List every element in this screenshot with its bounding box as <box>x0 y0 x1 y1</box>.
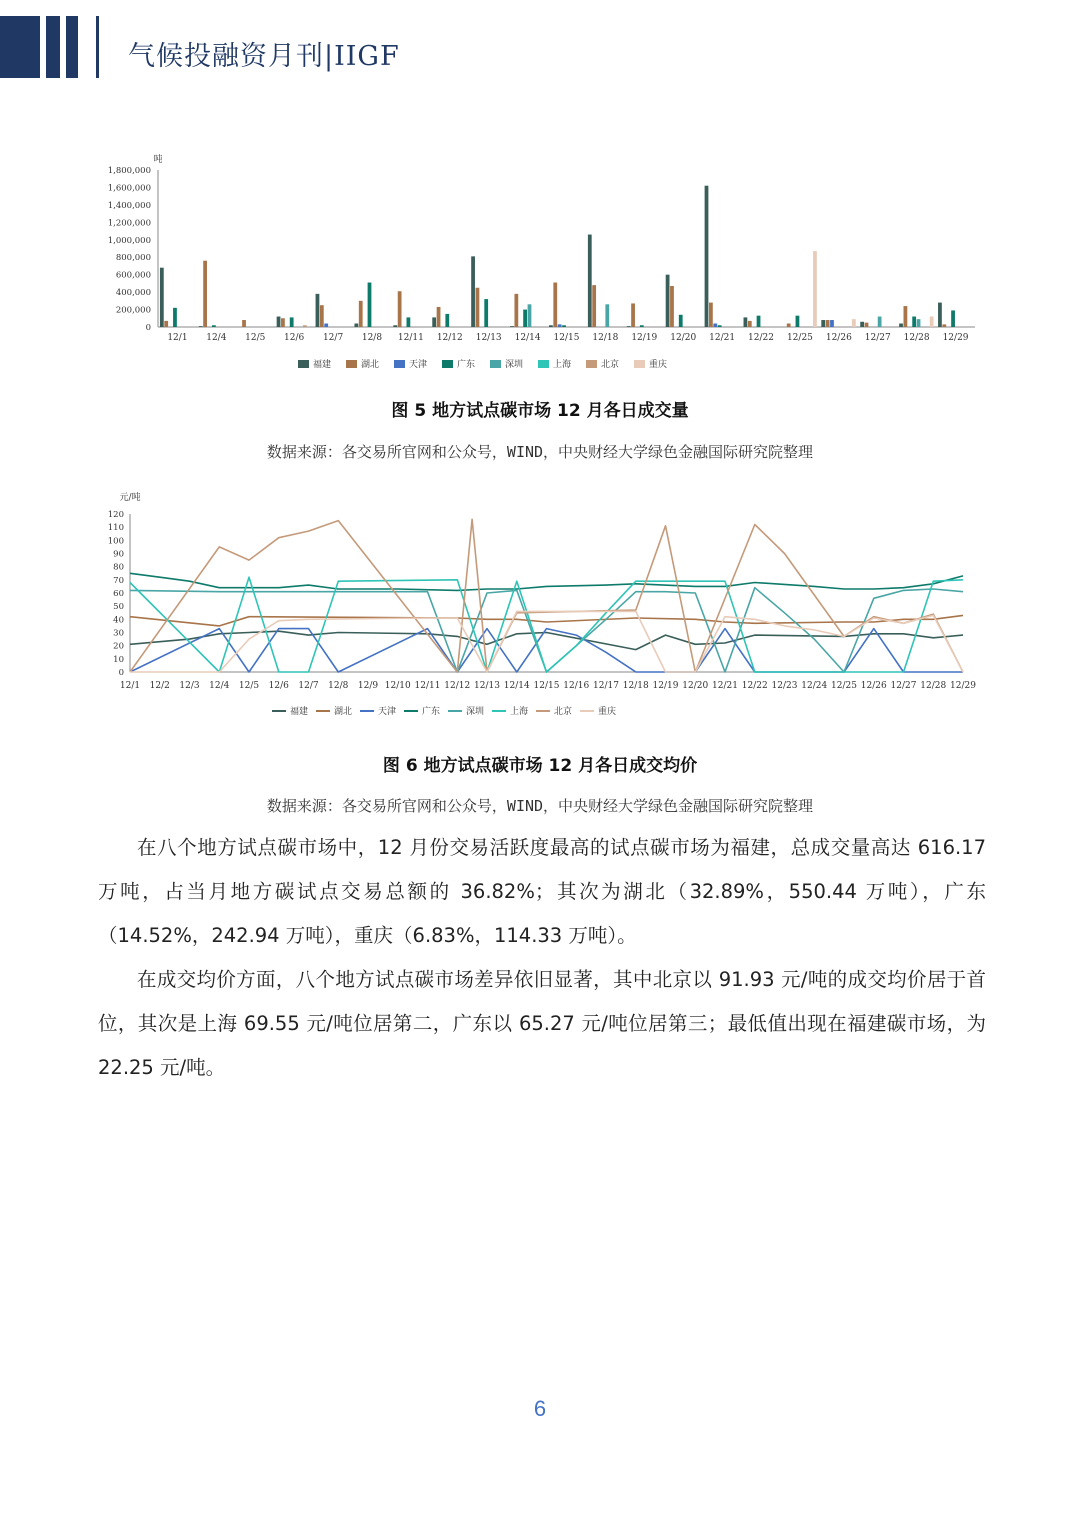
daily-price-line-chart <box>0 484 1080 724</box>
legend-label-福建: 福建 <box>290 707 309 717</box>
bar-湖北 <box>942 324 946 327</box>
figure5-source: 数据来源：各交易所官网和公众号，WIND，中央财经大学绿色金融国际研究院整理 <box>266 443 814 461</box>
bar-福建 <box>938 303 942 327</box>
legend-label-广东: 广东 <box>457 360 476 370</box>
legend-label-广东: 广东 <box>422 707 441 717</box>
x-tick-label: 12/20 <box>682 681 709 691</box>
bar-福建 <box>549 325 553 327</box>
y-tick-label: 1,000,000 <box>107 235 151 246</box>
bar-福建 <box>432 317 436 327</box>
x-tick-label: 12/29 <box>950 681 976 691</box>
x-tick-label: 12/14 <box>514 333 541 343</box>
legend-label-深圳: 深圳 <box>505 360 524 370</box>
x-tick-label: 12/2 <box>149 681 170 691</box>
page-header-title: 气候投融资月刊|IIGF <box>128 41 400 72</box>
x-tick-label: 12/27 <box>864 333 891 343</box>
bar-广东 <box>951 310 955 327</box>
figure6-source: 数据来源：各交易所官网和公众号，WIND，中央财经大学绿色金融国际研究院整理 <box>266 797 814 815</box>
paragraph-2: 在成交均价方面，八个地方试点碳市场差异依旧显著，其中北京以 91.93 元/吨的成交均价居于首位，其次是上海 69.55 元/吨位居第二，广东以 65.27 元/吨位居第三；最低值出现在福建碳市场，为 22.25 元/吨。 <box>98 968 986 1079</box>
y-tick-label: 1,400,000 <box>107 200 151 211</box>
y-tick-label: 0 <box>118 668 124 678</box>
x-tick-label: 12/12 <box>444 681 471 691</box>
x-tick-label: 12/10 <box>384 681 411 691</box>
bar-湖北 <box>203 261 207 327</box>
bar-湖北 <box>865 323 869 327</box>
bar-北京 <box>303 325 307 327</box>
bar-福建 <box>160 268 164 327</box>
bar-广东 <box>562 325 566 327</box>
bar-广东 <box>796 316 800 327</box>
x-tick-label: 12/11 <box>414 681 441 691</box>
y-tick-label: 70 <box>113 575 124 586</box>
legend-label-重庆: 重庆 <box>649 360 668 370</box>
bar-湖北 <box>670 286 674 327</box>
legend-label-深圳: 深圳 <box>466 707 485 717</box>
x-tick-label: 12/26 <box>825 333 852 343</box>
bar-天津 <box>558 324 562 327</box>
x-tick-label: 12/3 <box>179 681 200 691</box>
bar-湖北 <box>904 306 908 327</box>
bar-湖北 <box>709 303 713 327</box>
x-tick-label: 12/18 <box>622 681 649 691</box>
y-tick-label: 60 <box>113 589 124 599</box>
y-tick-label: 0 <box>145 323 151 333</box>
bar-广东 <box>757 316 761 327</box>
x-tick-label: 12/21 <box>712 681 738 691</box>
y-tick-label: 80 <box>113 562 124 573</box>
bar-福建 <box>666 275 670 327</box>
bar-天津 <box>830 320 834 327</box>
y-tick-label: 10 <box>113 654 124 665</box>
y-tick-label: 30 <box>113 628 124 639</box>
x-tick-label: 12/11 <box>397 333 424 343</box>
bar-重庆 <box>930 317 934 327</box>
bar-湖北 <box>398 291 402 327</box>
bar-广东 <box>445 314 449 327</box>
bar-湖北 <box>787 324 791 327</box>
x-tick-label: 12/28 <box>920 681 947 691</box>
x-tick-label: 12/7 <box>322 333 344 343</box>
legend-label-上海: 上海 <box>553 360 572 370</box>
bar-福建 <box>354 324 358 327</box>
bar-广东 <box>368 283 372 327</box>
x-tick-label: 12/4 <box>209 681 230 691</box>
bar-深圳 <box>878 317 882 327</box>
bar-广东 <box>523 310 527 327</box>
x-tick-label: 12/19 <box>631 333 658 343</box>
bar-广东 <box>718 325 722 327</box>
x-tick-label: 12/13 <box>474 681 500 691</box>
bar-深圳 <box>528 304 532 327</box>
legend-swatch-上海 <box>538 360 549 368</box>
bar-湖北 <box>320 305 324 327</box>
x-tick-label: 12/19 <box>652 681 679 691</box>
bar-福建 <box>393 325 397 327</box>
bar-福建 <box>705 186 709 327</box>
bar-重庆 <box>813 251 817 327</box>
y-tick-label: 1,600,000 <box>107 183 151 194</box>
legend-swatch-广东 <box>442 360 453 368</box>
y-tick-label: 110 <box>107 523 124 534</box>
bar-湖北 <box>748 321 752 327</box>
x-tick-label: 12/7 <box>298 681 319 691</box>
bar-福建 <box>744 317 748 327</box>
legend-swatch-福建 <box>298 360 309 368</box>
bar-福建 <box>510 326 514 327</box>
bar-福建 <box>277 317 281 327</box>
bar-福建 <box>316 294 320 327</box>
x-tick-label: 12/25 <box>831 681 857 691</box>
x-tick-label: 12/22 <box>748 333 774 343</box>
y-tick-label: 200,000 <box>115 305 151 316</box>
y-tick-label: 50 <box>113 602 124 613</box>
bar-湖北 <box>553 283 557 327</box>
y-tick-label: 1,800,000 <box>107 166 151 176</box>
x-tick-label: 12/18 <box>592 333 619 343</box>
y-tick-label: 800,000 <box>115 253 151 264</box>
bar-广东 <box>212 325 216 327</box>
legend-label-上海: 上海 <box>510 707 529 717</box>
legend-label-北京: 北京 <box>554 707 573 717</box>
bar-广东 <box>640 325 644 327</box>
paragraph-1: 在八个地方试点碳市场中，12 月份交易活跃度最高的试点碳市场为福建，总成交量高达 616.17 万吨，占当月地方碳试点交易总额的 36.82%；其次为湖北（32.89%，550.44 万吨），广东（14.52%，242.94 万吨），重庆（6.83%，114.33 万吨）。 <box>98 836 986 947</box>
legend-swatch-湖北 <box>346 360 357 368</box>
x-tick-label: 12/6 <box>284 333 305 343</box>
x-tick-label: 12/22 <box>741 681 768 691</box>
bar-深圳 <box>605 304 609 327</box>
x-tick-label: 12/8 <box>328 681 349 691</box>
x-tick-label: 12/28 <box>903 333 930 343</box>
bar-湖北 <box>826 320 830 327</box>
x-tick-label: 12/13 <box>475 333 502 343</box>
legend-swatch-北京 <box>586 360 597 368</box>
x-tick-label: 12/6 <box>268 681 289 691</box>
page-number: 6 <box>533 1396 547 1421</box>
y-tick-label: 120 <box>107 510 124 520</box>
x-tick-label: 12/5 <box>245 333 266 343</box>
x-tick-label: 12/26 <box>860 681 887 691</box>
header-block-2 <box>46 16 60 78</box>
bar-湖北 <box>631 303 635 327</box>
y-tick-label: 40 <box>113 615 124 626</box>
x-tick-label: 12/8 <box>361 333 383 343</box>
body-text <box>98 826 986 1090</box>
bar-广东 <box>290 317 294 327</box>
bar-福建 <box>821 320 825 327</box>
figure5-caption: 图 5 地方试点碳市场 12 月各日成交量 <box>391 401 689 421</box>
y-tick-label: 100 <box>107 536 124 547</box>
x-tick-label: 12/29 <box>942 333 969 343</box>
series-line-广东 <box>130 573 963 590</box>
series-line-福建 <box>130 631 963 649</box>
legend-swatch-天津 <box>394 360 405 368</box>
legend-label-天津: 天津 <box>409 360 428 370</box>
x-tick-label: 12/17 <box>593 681 619 691</box>
y-axis-unit: 元/吨 <box>119 493 141 503</box>
bar-广东 <box>484 299 488 327</box>
legend-label-北京: 北京 <box>601 360 620 370</box>
bar-广东 <box>679 315 683 327</box>
daily-volume-bar-chart <box>0 140 1080 385</box>
legend-label-天津: 天津 <box>378 707 397 717</box>
bar-湖北 <box>242 320 246 327</box>
bar-湖北 <box>592 285 596 327</box>
bar-福建 <box>860 322 864 327</box>
x-tick-label: 12/14 <box>503 681 530 691</box>
legend-label-重庆: 重庆 <box>598 707 617 717</box>
x-tick-label: 12/27 <box>890 681 917 691</box>
bar-湖北 <box>476 288 480 327</box>
x-tick-label: 12/25 <box>786 333 813 343</box>
legend-swatch-重庆 <box>634 360 645 368</box>
y-tick-label: 20 <box>113 641 124 652</box>
x-tick-label: 12/1 <box>119 681 141 691</box>
x-tick-label: 12/23 <box>771 681 798 691</box>
header-block-4 <box>96 16 99 78</box>
bar-天津 <box>324 324 328 327</box>
bar-湖北 <box>514 294 518 327</box>
x-tick-label: 12/5 <box>238 681 260 691</box>
legend-swatch-深圳 <box>490 360 501 368</box>
bar-福建 <box>899 324 903 327</box>
figure6-caption: 图 6 地方试点碳市场 12 月各日成交均价 <box>382 756 698 776</box>
header-block-1 <box>0 16 40 78</box>
x-tick-label: 12/12 <box>436 333 463 343</box>
bar-广东 <box>173 308 177 327</box>
legend-label-福建: 福建 <box>313 360 332 370</box>
x-tick-label: 12/15 <box>533 681 560 691</box>
y-tick-label: 400,000 <box>115 288 151 299</box>
bar-湖北 <box>281 318 285 327</box>
x-tick-label: 12/16 <box>563 681 590 691</box>
bar-天津 <box>713 324 717 327</box>
bar-湖北 <box>437 307 441 327</box>
y-axis-unit: 吨 <box>153 155 163 165</box>
bar-深圳 <box>917 319 921 327</box>
legend-label-湖北: 湖北 <box>361 360 380 370</box>
series-line-湖北 <box>130 615 963 626</box>
bar-福建 <box>627 326 631 327</box>
x-tick-label: 12/20 <box>670 333 697 343</box>
bar-福建 <box>588 235 592 327</box>
bar-广东 <box>912 317 916 327</box>
bar-福建 <box>199 326 203 327</box>
x-tick-label: 12/15 <box>553 333 580 343</box>
y-tick-label: 600,000 <box>115 270 151 281</box>
bar-广东 <box>407 317 411 327</box>
x-tick-label: 12/21 <box>709 333 736 343</box>
x-tick-label: 12/9 <box>357 681 379 691</box>
bar-重庆 <box>852 319 856 327</box>
y-tick-label: 1,200,000 <box>107 218 151 229</box>
bar-福建 <box>471 256 475 327</box>
header-block-3 <box>66 16 78 78</box>
legend-label-湖北: 湖北 <box>334 707 353 717</box>
bar-湖北 <box>359 301 363 327</box>
y-tick-label: 90 <box>113 549 124 560</box>
x-tick-label: 12/1 <box>167 333 188 343</box>
x-tick-label: 12/24 <box>801 681 828 691</box>
bar-湖北 <box>164 321 168 327</box>
x-tick-label: 12/4 <box>206 333 227 343</box>
